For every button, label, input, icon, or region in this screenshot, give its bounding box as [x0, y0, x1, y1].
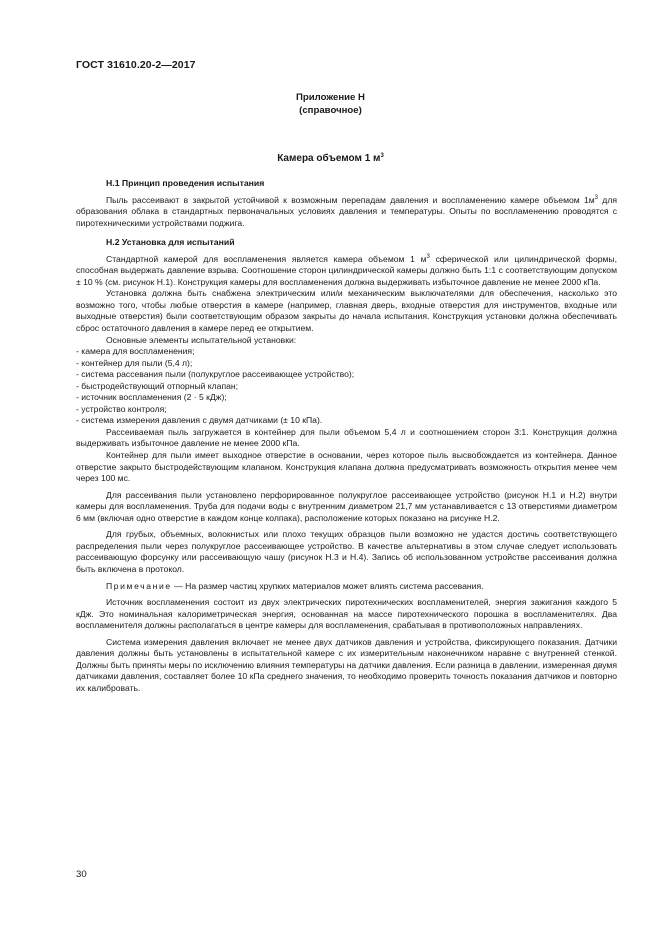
list-item: - быстродействующий отпорный клапан;: [76, 380, 239, 391]
page-title-superscript: 3: [380, 153, 384, 159]
page-title: [0, 153, 661, 164]
note-text: — На размер частиц хрупких материалов может влиять система рассевания.: [171, 580, 484, 591]
appendix-subtitle: (справочное): [299, 105, 362, 116]
paragraph-text: Стандартной камерой для воспламенения является камера объемом 1 м: [106, 253, 427, 264]
paragraph: Источник воспламенения состоит из двух электрических пиротехнических воспламенителей, энергия зажигания каждого 5 кДж. Это номинальная калориметрическая энергия, основанная на массе пиротехнического порошка в воспламенителях. Два воспламенителя должны располагаться в центре камеры для воспламенения, срабатывая в противоположных направлениях.: [76, 597, 617, 631]
paragraph: Система измерения давления включает не менее двух датчиков давления и устройства, фиксирующего показания. Датчики давления должны быть установлены в испытательной камере с их измерительным наконечником наравне с внутренней стенкой. Должны быть приняты меры по исключению влияния температуры на датчики давления. Если разница в давлении, измеренная двумя датчиками давления, составляет более 10 кПа среднего значения, то необходимо проверить точность показания датчиков и повторно их калибровать.: [76, 636, 617, 693]
paragraph: [76, 254, 617, 289]
appendix-heading: [0, 91, 661, 117]
list-item: - система измерения давления с двумя датчиками (± 10 кПа).: [76, 415, 323, 426]
paragraph: [76, 195, 617, 230]
paragraph: Контейнер для пыли имеет выходное отверстие в основании, через которое пыль высвобождается из контейнера. Данное отверстие закрыто быстродействующим клапаном. Конструкция клапана должна предусматривать возможность открытия менее чем через 100 мс.: [76, 450, 617, 484]
paragraph: Для грубых, объемных, волокнистых или плохо текущих образцов пыли возможно не удастся достичь соответствующего распределения пыли через полукруглое рассеивающее устройство. В качестве альтернативы в этом случае следует использовать рассеивающую форсунку или рассеивающую чашу (рисунок Н.3 и Н.4). Запись об использованном устройстве рассеивания должна быть включена в протокол.: [76, 529, 617, 574]
paragraph: Для рассеивания пыли установлено перфорированное полукруглое рассеивающее устройство (рисунок Н.1 и Н.2) внутри камеры для воспламенения. Труба для подачи воды с внутренним диаметром 21,7 мм устанавливается с 13 отверстиями диаметром 6 мм (включая одно отверстие в каждом конце колпака), расположение которых показано на рисунке Н.2.: [76, 489, 617, 523]
superscript: 3: [594, 194, 599, 201]
page-number: 30: [76, 869, 87, 880]
paragraph: Основные элементы испытательной установки:: [106, 334, 297, 345]
superscript: 3: [426, 253, 430, 260]
document-body: [76, 178, 617, 694]
document-code: ГОСТ 31610.20-2—2017: [76, 59, 196, 71]
paragraph-text: для образования облака в стандартных первоначальных условиях давления и температуры. Опыты по воспламенению проводятся с пиротехническими устройствами поджига.: [76, 194, 617, 228]
list-item: - система рассевания пыли (полукруглое рассеивающее устройство);: [76, 369, 355, 380]
note-label: Примечание: [106, 580, 172, 591]
list-item: - источник воспламенения (2 · 5 кДж);: [76, 392, 227, 403]
section-heading-h1: Н.1 Принцип проведения испытания: [106, 178, 265, 188]
list-item: - устройство контроля;: [76, 403, 167, 414]
list-item: - камера для воспламенения;: [76, 346, 195, 357]
appendix-title: Приложение Н: [296, 92, 365, 103]
element-list: [76, 346, 617, 427]
page-title-text: Камера объемом 1 м: [277, 153, 381, 164]
paragraph: Установка должна быть снабжена электрическим или/и механическим выключателями для обеспечения, насколько это возможно того, чтобы любые отверстия в камере (например, главная дверь, входные отверстия для инструментов, входные или выходные отверстия) были соответствующим образом закрыты до начала испытания. Конструкция установки должна обеспечивать сброс остаточного давления в камере перед ее открытием.: [76, 288, 617, 334]
paragraph-text: Пыль рассеивают в закрытой устойчивой к возможным перепадам давления и воспламенению камере объемом 1м: [106, 194, 595, 205]
list-item: - контейнер для пыли (5,4 л);: [76, 357, 193, 368]
paragraph-text: сферической или цилиндрической формы, способная выдержать давление взрыва. Соотношение сторон цилиндрической камеры должно быть 1:1 с соответствующим допуском ± 10 % (см. рисунок Н.1). Конструкция камеры для воспламенения должна выдерживать избыточное давление не менее 2000 кПа.: [76, 253, 617, 287]
paragraph: Рассеиваемая пыль загружается в контейнер для пыли объемом 5,4 л и соотношением сторон 3:1. Конструкция должна выдерживать избыточное давление не менее 2000 кПа.: [76, 426, 617, 449]
note: [76, 581, 617, 593]
section-heading-h2: Н.2 Установка для испытаний: [106, 237, 235, 248]
